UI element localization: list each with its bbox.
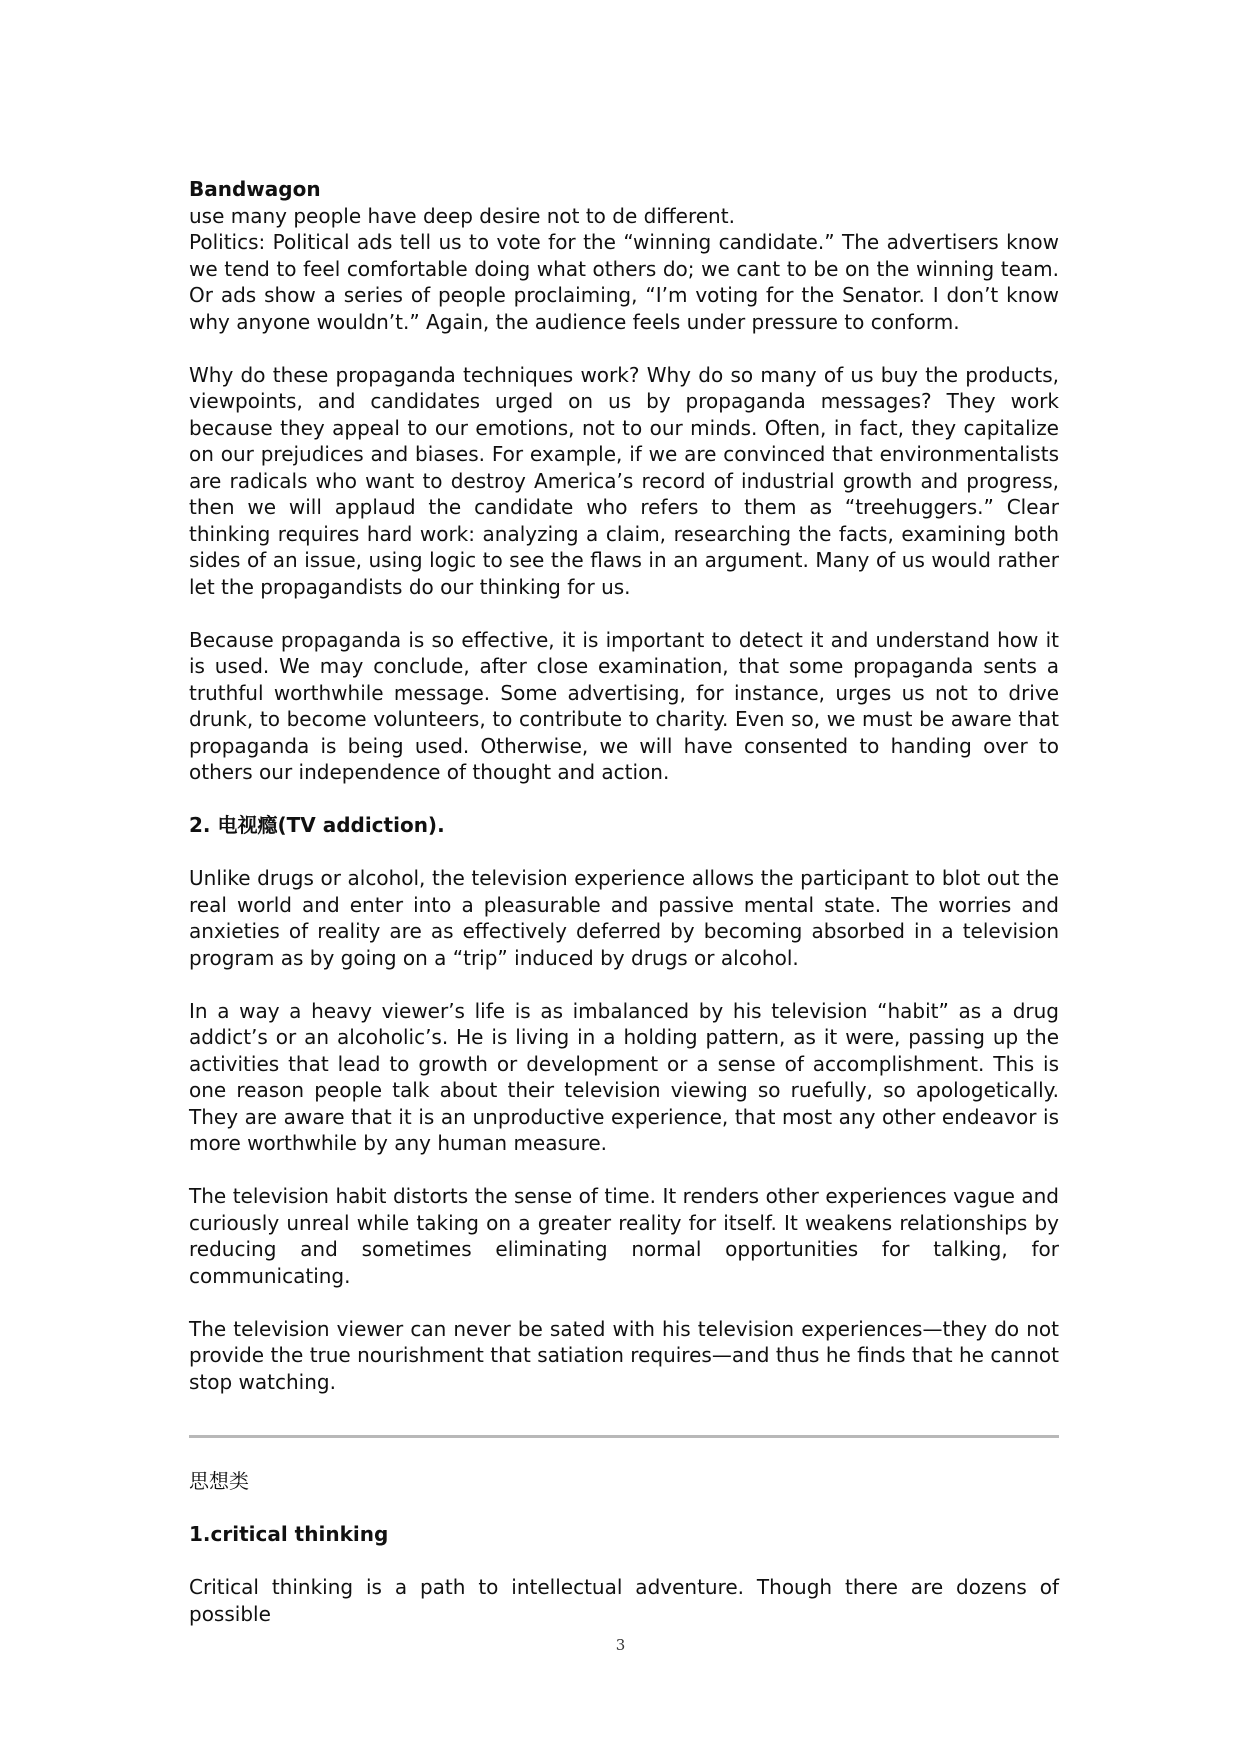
page-number: 3 xyxy=(615,1636,626,1654)
paragraph-spacer xyxy=(189,1548,1059,1575)
paragraph-tv-never-sated: The television viewer can never be sated with his television experiences—they do not provide the true nourishment that satiation requires—and thus he finds that he cannot stop watching. xyxy=(189,1316,1059,1394)
paragraph-spacer xyxy=(189,786,1059,813)
paragraph-spacer xyxy=(189,600,1059,627)
paragraph-spacer xyxy=(189,971,1059,998)
paragraph-why-propaganda-works: Why do these propaganda techniques work? Why do so many of us buy the products, viewpoints, and candidates urged on us by propaganda messages? They work because they appeal to our emotions, not to our minds. Often, in fact, they capitalize on our prejudices and biases. For example, if we are convinced that environmentalists are radicals who want to destroy America’s record of industrial growth and progress, then we will applaud the candidate who refers to them as “treehuggers.” Clear thinking requires hard work: analyzing a claim, researching the facts, examining both sides of an issue, using logic to see the flaws in an argument. Many of us would rather let the propagandists do our thinking for us. xyxy=(189,362,1059,599)
paragraph-spacer xyxy=(189,839,1059,866)
rule-spacer xyxy=(189,1438,1059,1468)
section-heading-critical-thinking: 1.critical thinking xyxy=(189,1522,389,1546)
paragraph-spacer xyxy=(189,1157,1059,1184)
paragraph-spacer xyxy=(189,1289,1059,1316)
paragraph-tv-unlike-drugs: Unlike drugs or alcohol, the television experience allows the participant to blot out the real world and enter into a pleasurable and passive mental state. The worries and anxieties of reality are as effectively deferred by becoming absorbed in a television program as by going on a “trip” induced by drugs or alcohol. xyxy=(189,866,1059,970)
paragraph-because-propaganda-effective: Because propaganda is so effective, it is important to detect it and understand how it is used. We may conclude, after close examination, that some propaganda sents a truthful worthwhile message. Some advertising, for instance, urges us not to drive drunk, to become volunteers, to contribute to charity. Even so, we must be aware that propaganda is being used. Otherwise, we will have consented to handing over to others our independence of thought and action. xyxy=(189,627,1059,784)
paragraph-bandwagon-intro: use many people have deep desire not to de different. xyxy=(189,203,735,228)
paragraph-tv-habit-time: The television habit distorts the sense of time. It renders other experiences vague and curiously unreal while taking on a greater reality for itself. It weakens relationships by reducing and sometimes eliminating normal opportunities for talking, for communicating. xyxy=(189,1184,1059,1288)
paragraph-critical-thinking: Critical thinking is a path to intellectual adventure. Though there are dozens of possible xyxy=(189,1575,1059,1626)
paragraph-tv-heavy-viewer: In a way a heavy viewer’s life is as imbalanced by his television “habit” as a drug addict’s or an alcoholic’s. He is living in a holding pattern, as it were, passing up the activities that lead to growth or development or a sense of accomplishment. This is one reason people talk about their television viewing so ruefully, so apologetically. They are aware that it is an unproductive experience, that most any other endeavor is more worthwhile by any human measure. xyxy=(189,998,1059,1155)
paragraph-politics: Politics: Political ads tell us to vote for the “winning candidate.” The advertisers know we tend to feel comfortable doing what others do; we cant to be on the winning team. Or ads show a series of people proclaiming, “I’m voting for the Senator. I don’t know why anyone wouldn’t.” Again, the audience feels under pressure to conform. xyxy=(189,230,1059,334)
document-body xyxy=(189,176,1059,1627)
category-label-thought: 思想类 xyxy=(189,1469,249,1493)
section-heading-tv-addiction: 2. 电视瘾(TV addiction). xyxy=(189,813,445,837)
paragraph-spacer xyxy=(189,335,1059,362)
section-heading-bandwagon: Bandwagon xyxy=(189,177,321,201)
rule-spacer xyxy=(189,1395,1059,1435)
paragraph-spacer xyxy=(189,1495,1059,1522)
